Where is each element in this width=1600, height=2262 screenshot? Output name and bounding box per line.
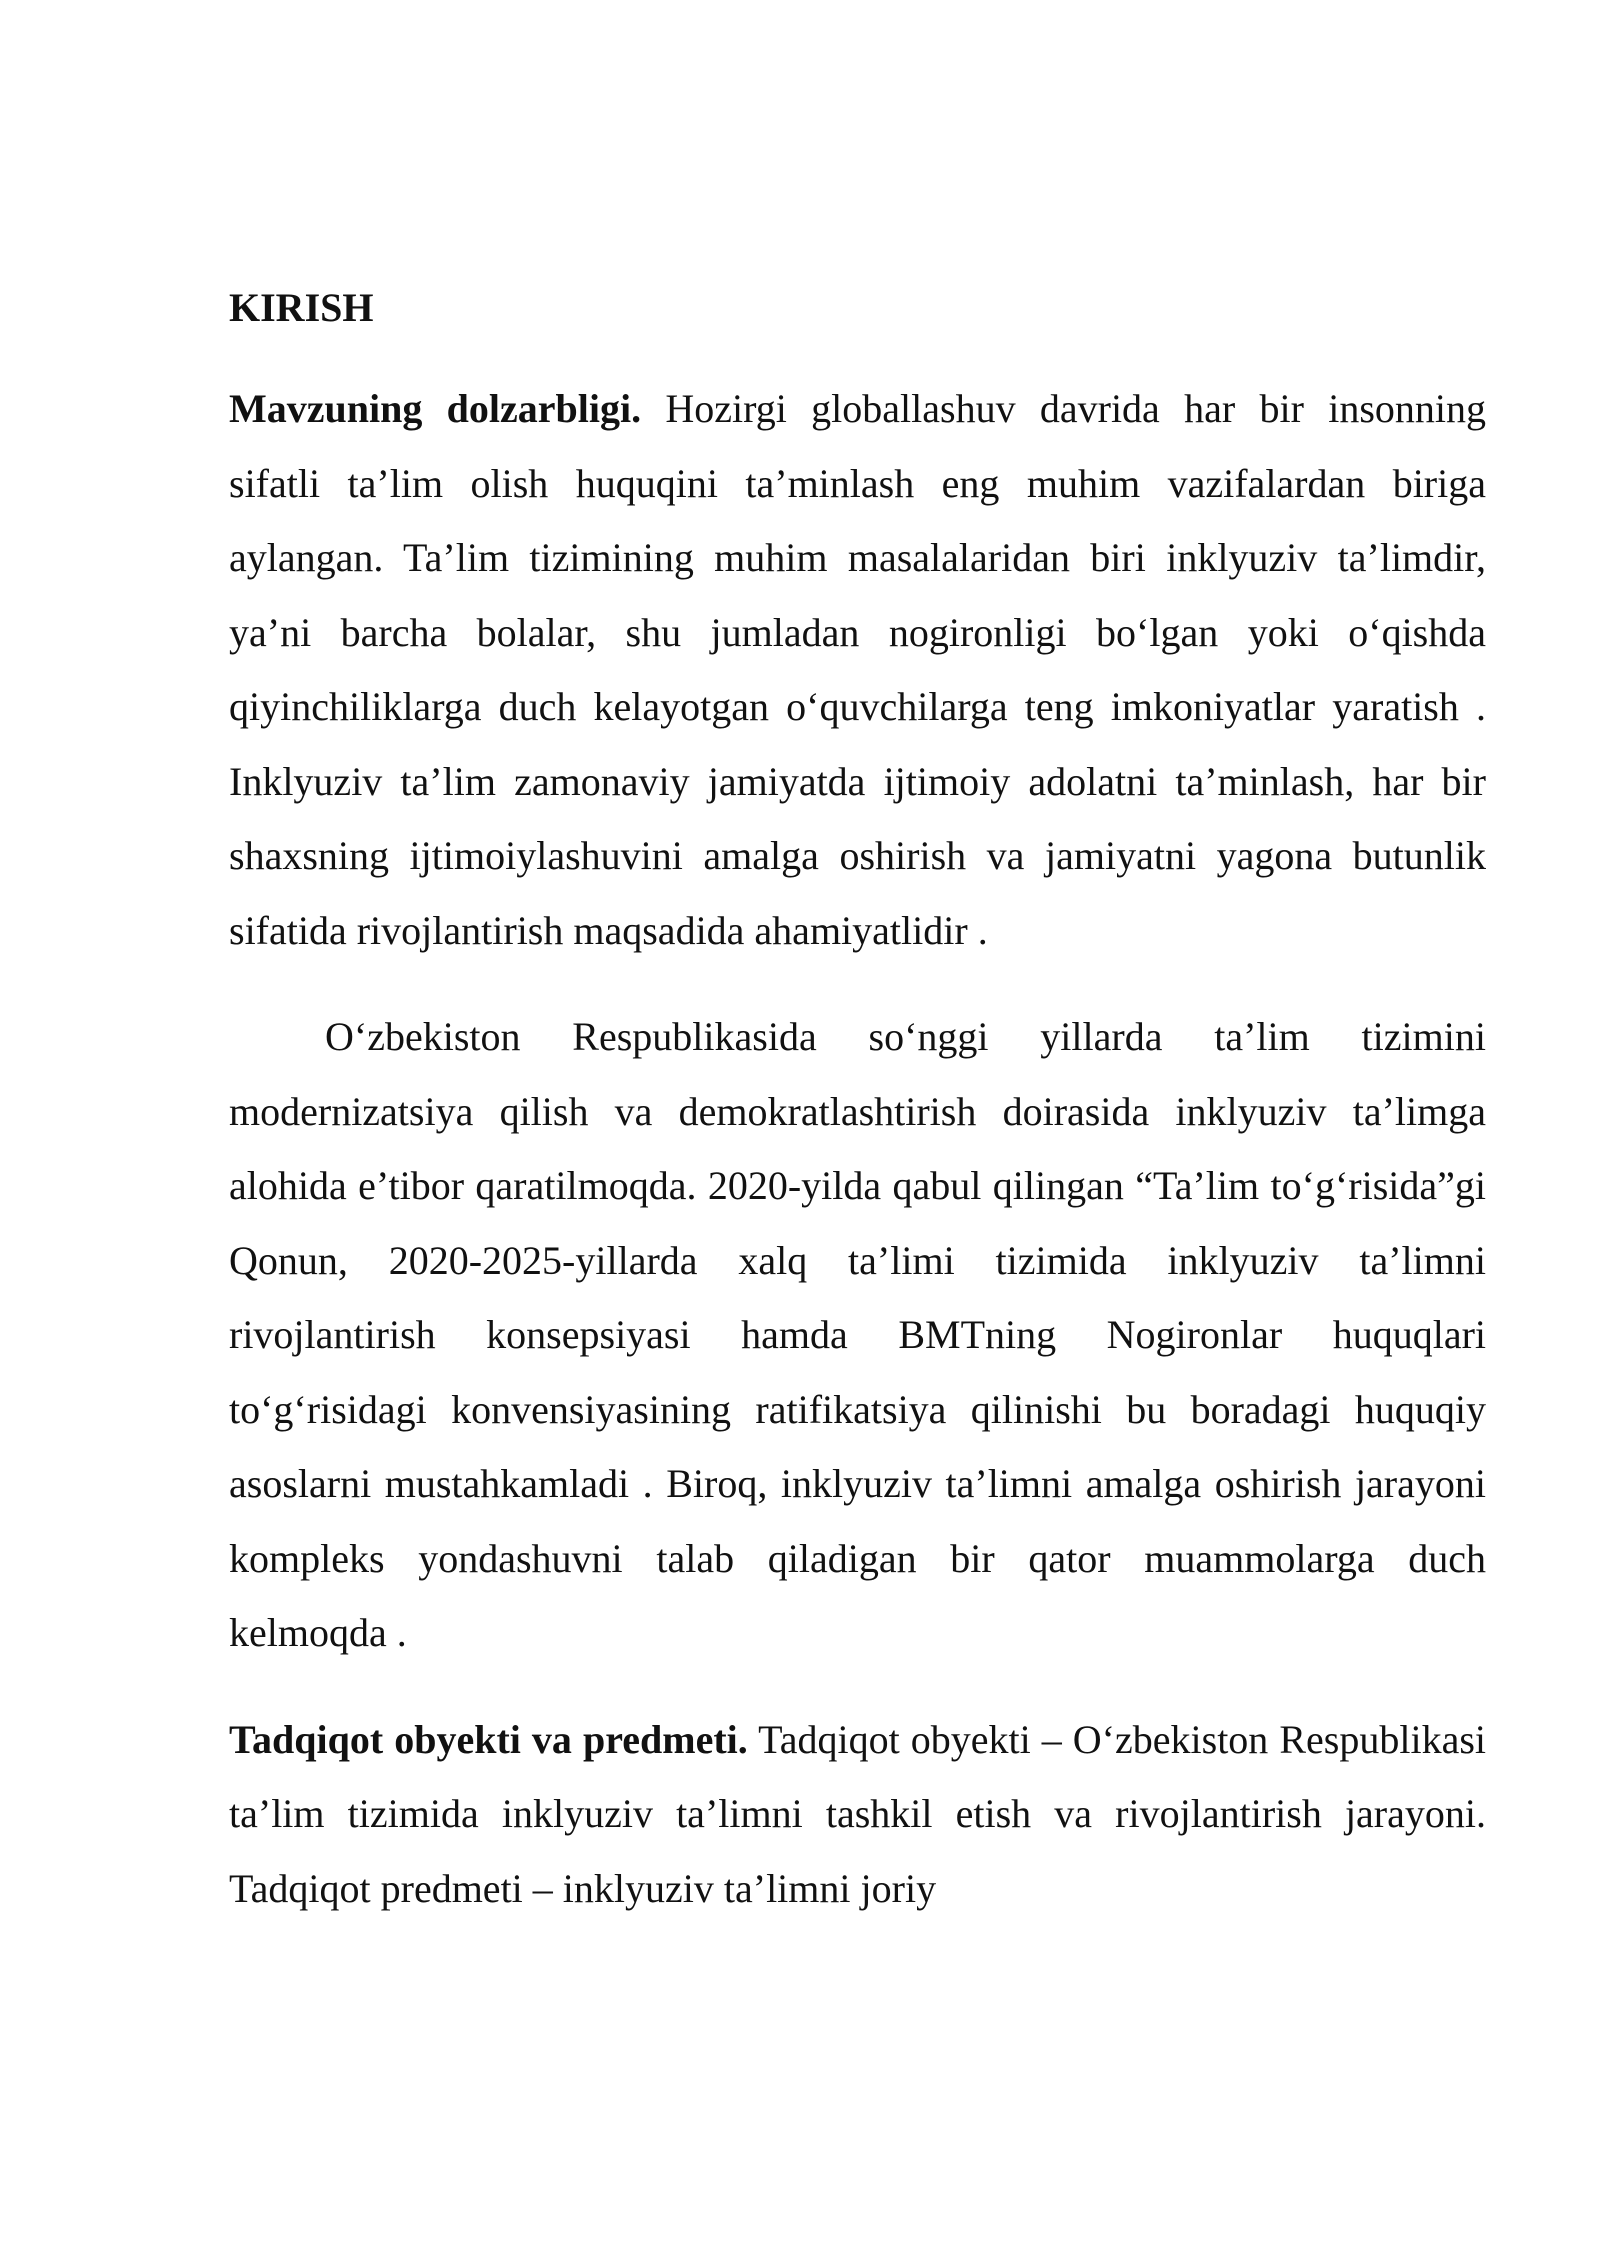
paragraph-lead-object-subject: Tadqiqot obyekti va predmeti. bbox=[229, 1716, 748, 1762]
paragraph-text-legal-basis: O‘zbekiston Respublikasida so‘nggi yillarda ta’lim tizimini modernizatsiya qilish va demokratlashtirish doirasida inklyuziv ta’limga alohida e’tibor qaratilmoqda. 2020-yilda qabul qilingan “Ta’lim to‘g‘risida”gi Qonun, 2020-2025-yillarda xalq ta’limi tizimida inklyuziv ta’limni rivojlantirish konsepsiyasi hamda BMTning Nogironlar huquqlari to‘g‘risidagi konvensiyasining ratifikatsiya qilinishi bu boradagi huquqiy asoslarni mustahkamladi . Biroq, inklyuziv ta’limni amalga oshirish jarayoni kompleks yondashuvni talab qiladigan bir qator muammolarga duch kelmoqda . bbox=[229, 1014, 1486, 1655]
section-heading: KIRISH bbox=[229, 285, 374, 330]
document-body bbox=[229, 276, 1486, 1958]
paragraph-legal-basis bbox=[229, 1000, 1486, 1671]
paragraph-relevance bbox=[229, 372, 1486, 968]
paragraph-text-object-subject: Tadqiqot obyekti – O‘zbekiston Respublikasi ta’lim tizimida inklyuziv ta’limni tashkil etish va rivojlantirish jarayoni. Tadqiqot predmeti – inklyuziv ta’limni joriy bbox=[229, 1716, 1486, 1911]
paragraph-text-relevance: Hozirgi globallashuv davrida har bir insonning sifatli ta’lim olish huquqini ta’minlash eng muhim vazifalardan biriga aylangan. Ta’lim tizimining muhim masalalaridan biri inklyuziv ta’limdir, ya’ni barcha bolalar, shu jumladan nogironligi bo‘lgan yoki o‘qishda qiyinchiliklarga duch kelayotgan o‘quvchilarga teng imkoniyatlar yaratish . Inklyuziv ta’lim zamonaviy jamiyatda ijtimoiy adolatni ta’minlash, har bir shaxsning ijtimoiylashuvini amalga oshirish va jamiyatni yagona butunlik sifatida rivojlantirish maqsadida ahamiyatlidir . bbox=[229, 386, 1486, 953]
paragraph-lead-relevance: Mavzuning dolzarbligi. bbox=[229, 386, 642, 431]
paragraph-object-subject bbox=[229, 1703, 1486, 1927]
